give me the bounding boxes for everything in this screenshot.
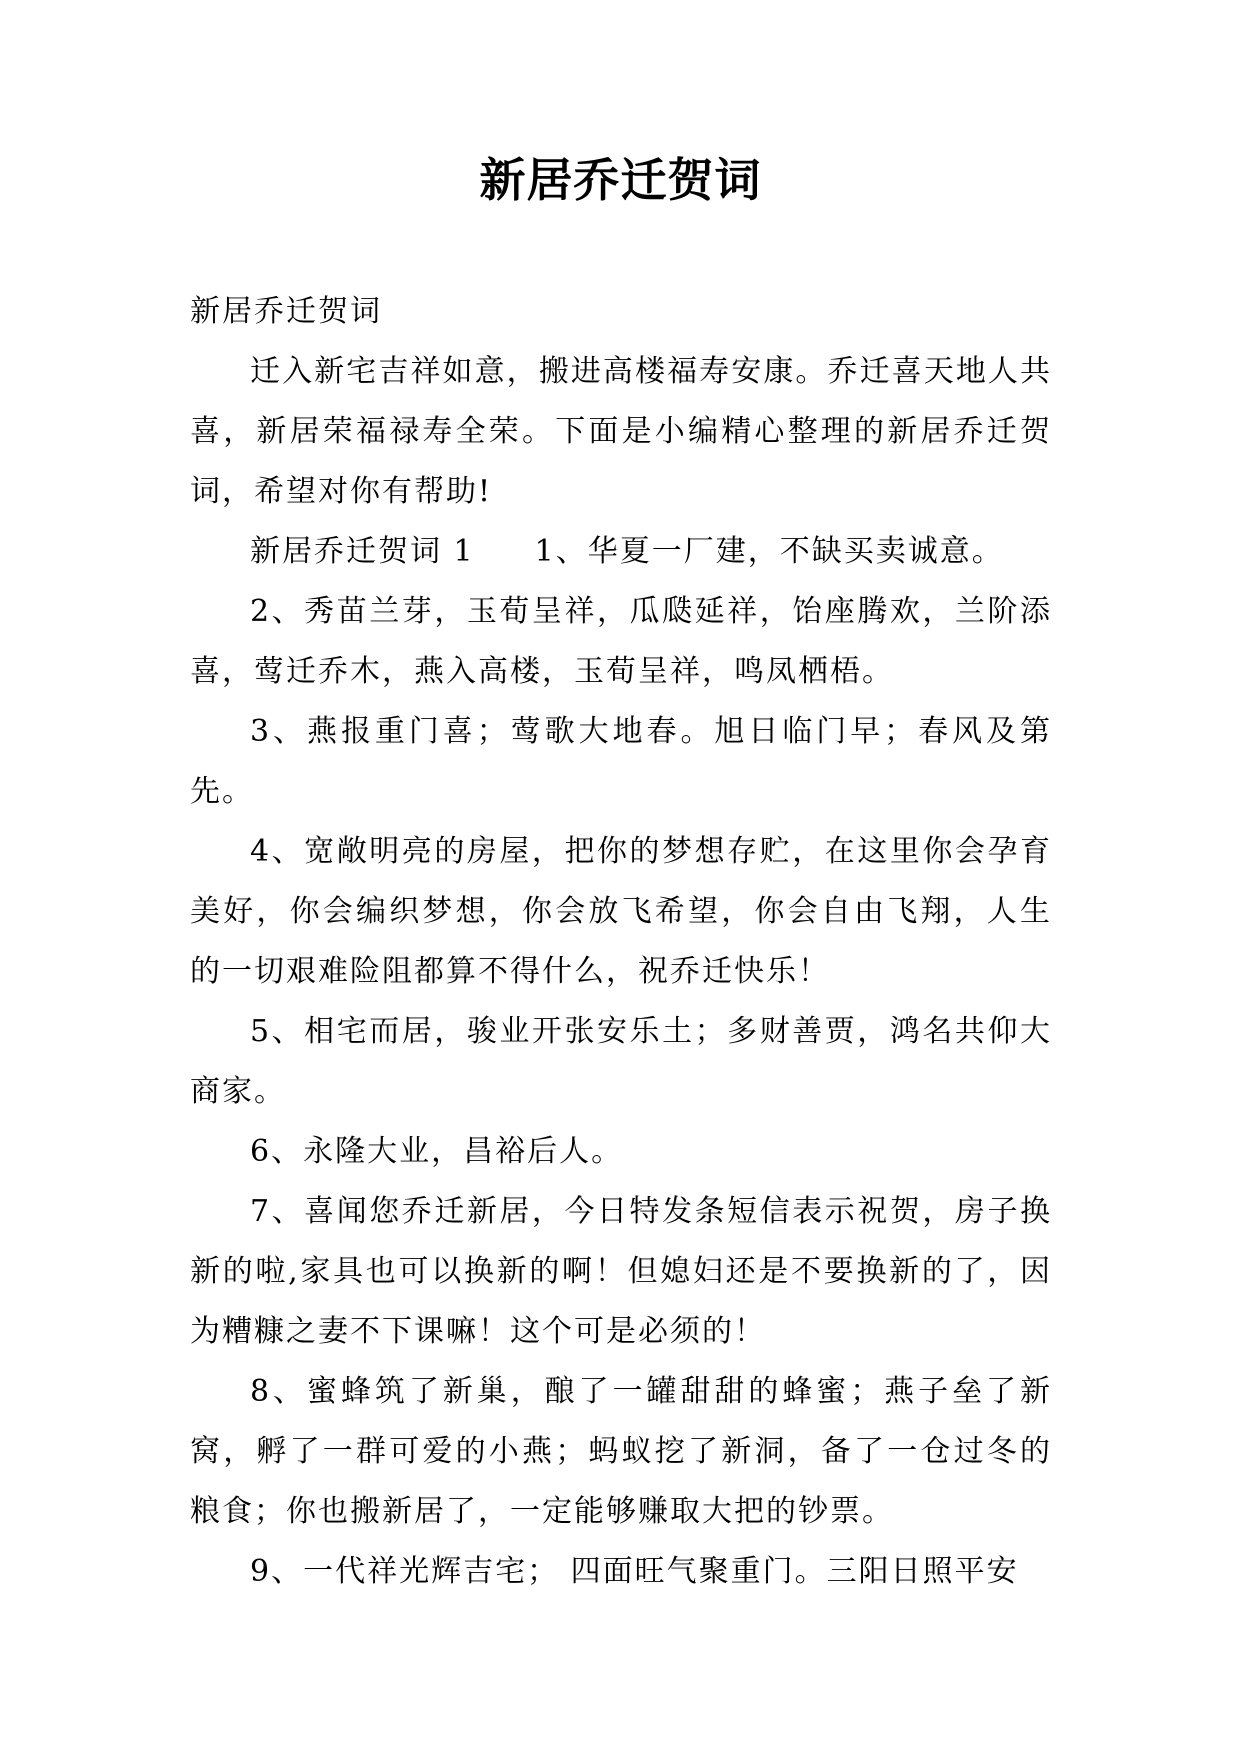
section-heading-line: [190, 522, 1052, 582]
list-item-9: 9、一代祥光辉吉宅； 四面旺气聚重门。三阳日照平安: [250, 1554, 1019, 1589]
document-subtitle: 新居乔迁贺词: [190, 294, 382, 329]
list-item-8: 8、蜜蜂筑了新巢，酿了一罐甜甜的蜂蜜；燕子垒了新窝，孵了一群可爱的小燕；蚂蚁挖了新洞，备了一仓过冬的粮食；你也搬新居了，一定能够赚取大把的钞票。: [190, 1374, 1052, 1529]
list-item-5: 5、相宅而居，骏业开张安乐土；多财善贾，鸿名共仰大商家。: [190, 1014, 1052, 1109]
intro-paragraph: 迁入新宅吉祥如意，搬进高楼福寿安康。乔迁喜天地人共喜，新居荣福禄寿全荣。下面是小编精心整理的新居乔迁贺词，希望对你有帮助!: [190, 354, 1052, 509]
section-heading: 新居乔迁贺词 1: [250, 534, 475, 569]
list-item-4: 4、宽敞明亮的房屋，把你的梦想存贮，在这里你会孕育美好，你会编织梦想，你会放飞希望，你会自由飞翔，人生的一切艰难险阻都算不得什么，祝乔迁快乐！: [190, 834, 1052, 989]
list-item-2: 2、秀苗兰芽，玉荀呈祥，瓜瓞延祥，饴座腾欢，兰阶添喜，莺迁乔木，燕入高楼，玉荀呈祥，鸣凤栖梧。: [190, 594, 1052, 689]
list-item-6: 6、永隆大业，昌裕后人。: [250, 1134, 624, 1169]
document-title: 新居乔迁贺词: [479, 153, 762, 207]
list-item-3: 3、燕报重门喜；莺歌大地春。旭日临门早；春风及第先。: [190, 714, 1052, 809]
list-item-1: 1、华夏一厂建，不缺买卖诚意。: [534, 534, 1004, 569]
list-item-7: 7、喜闻您乔迁新居，今日特发条短信表示祝贺，房子换新的啦,家具也可以换新的啊！但媳妇还是不要换新的了，因为糟糠之妻不下课嘛！这个可是必须的！: [190, 1194, 1052, 1349]
document-body: [190, 282, 1052, 1602]
